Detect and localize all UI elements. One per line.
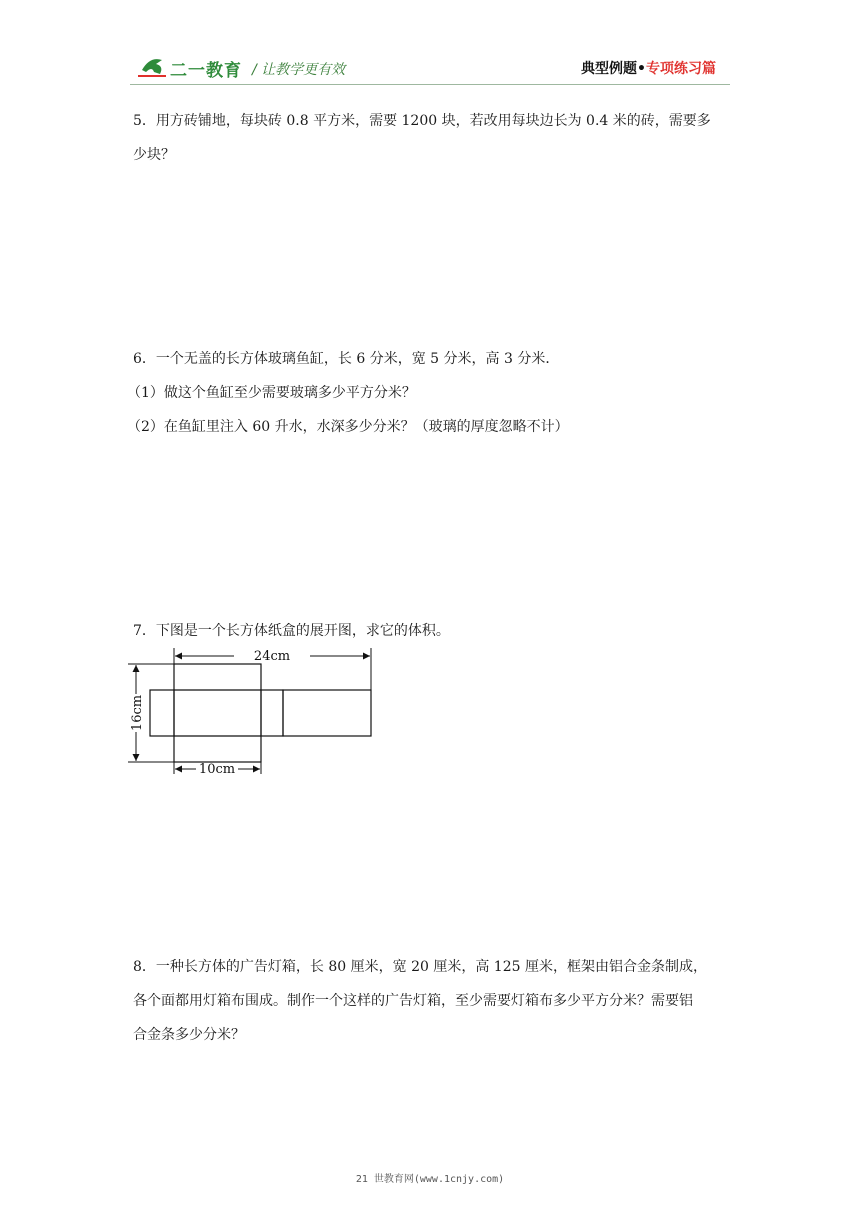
- question-6-part-1: （1）做这个鱼缸至少需要玻璃多少平方分米？: [127, 385, 416, 401]
- question-8-line-3: 合金条多少分米？: [133, 1027, 245, 1043]
- header-divider: [130, 84, 730, 85]
- box-net-diagram: [126, 642, 386, 777]
- page-header: [0, 0, 860, 95]
- net-right-face: [283, 690, 371, 736]
- question-8: [133, 950, 733, 1052]
- net-left-flap: [150, 690, 174, 736]
- question-8-line-1: 8．一种长方体的广告灯箱，长 80 厘米，宽 20 厘米，高 125 厘米，框架由铝合金条制成，: [133, 959, 707, 975]
- net-center-face: [174, 664, 261, 762]
- question-5-line-1: 5．用方砖铺地，每块砖 0.8 平方米，需要 1200 块，若改用每块边长为 0.4 米的砖，需要多: [133, 113, 711, 129]
- question-6-part-2: （2）在鱼缸里注入 60 升水，水深多少分米？（玻璃的厚度忽略不计）: [127, 419, 569, 435]
- question-5: [133, 104, 733, 172]
- question-7-line-1: 7．下图是一个长方体纸盒的展开图，求它的体积。: [133, 623, 450, 639]
- question-6: [127, 342, 733, 444]
- net-right-side: [261, 690, 283, 736]
- header-category: [581, 58, 716, 78]
- logo-text: 二一教育: [170, 61, 242, 81]
- header-category-main: 典型例题•: [581, 61, 646, 77]
- slogan: / 让教学更有效: [252, 62, 346, 78]
- dim-top-label: 24cm: [253, 649, 291, 664]
- header-category-sub: 专项练习篇: [646, 61, 716, 77]
- question-8-line-2: 各个面都用灯箱布围成。制作一个这样的广告灯箱，至少需要灯箱布多少平方分米？需要铝: [133, 993, 693, 1009]
- question-5-line-2: 少块？: [133, 147, 175, 163]
- question-6-line-1: 6．一个无盖的长方体玻璃鱼缸，长 6 分米，宽 5 分米，高 3 分米．: [133, 351, 560, 367]
- dim-left-label: 16cm: [130, 694, 145, 732]
- dim-bottom-label: 10cm: [198, 762, 236, 777]
- page-footer: 21 世教育网(www.1cnjy.com): [355, 1174, 505, 1185]
